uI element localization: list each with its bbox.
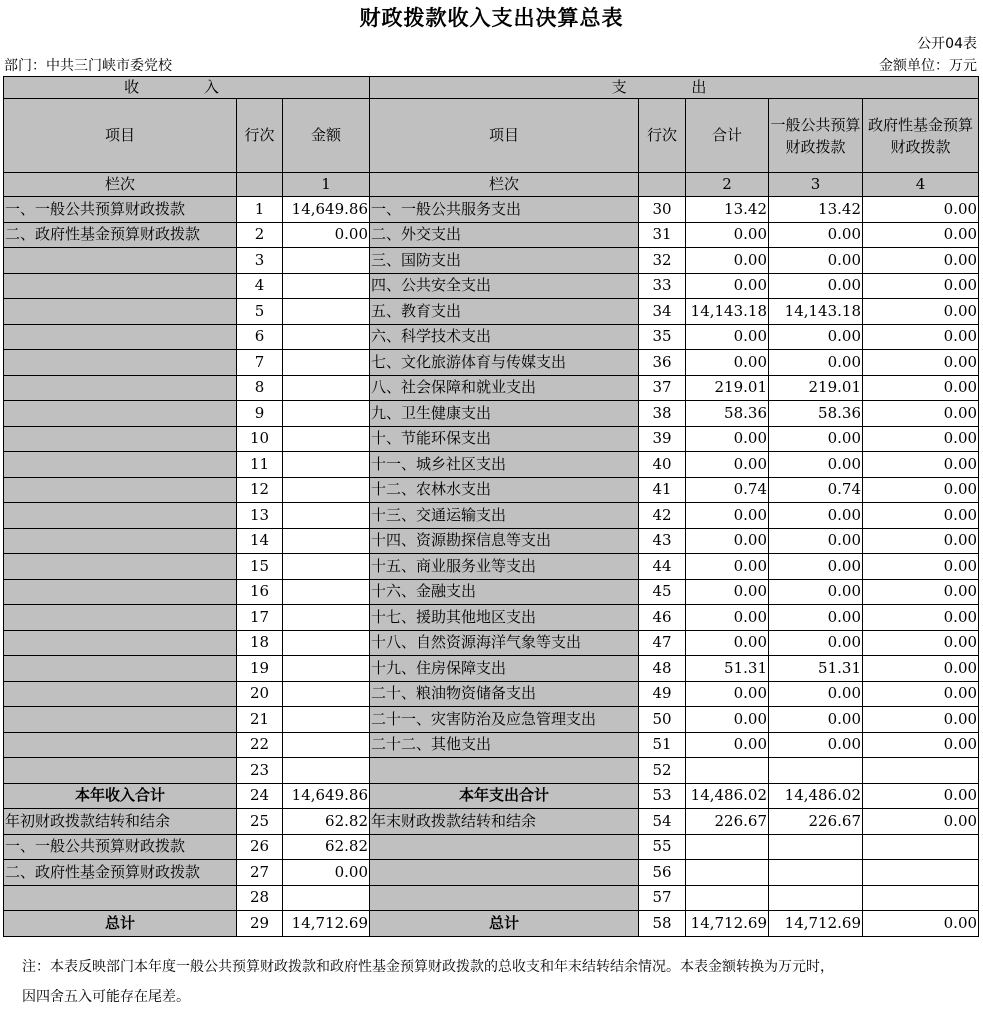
expense-total-cell: 0.00 <box>686 579 769 605</box>
expense-line-no-cell: 51 <box>639 732 686 758</box>
expense-item-cell: 十、节能环保支出 <box>370 426 639 452</box>
gov-fund-amount-cell: 0.00 <box>863 554 979 580</box>
income-amount-cell <box>283 732 370 758</box>
income-amount-cell <box>283 707 370 733</box>
expense-line-no-cell: 40 <box>639 452 686 478</box>
income-line-no-cell: 7 <box>237 350 283 376</box>
income-item-cell: 二、政府性基金预算财政拨款 <box>4 222 237 248</box>
expense-item-cell: 十一、城乡社区支出 <box>370 452 639 478</box>
income-item-cell <box>4 554 237 580</box>
income-item-cell <box>4 579 237 605</box>
table-row <box>4 732 979 758</box>
expense-total-cell: 58.36 <box>686 401 769 427</box>
expense-line-no-cell: 43 <box>639 528 686 554</box>
income-amount-cell: 62.82 <box>283 809 370 835</box>
expense-line-no-cell: 39 <box>639 426 686 452</box>
expense-line-blank <box>639 173 686 197</box>
income-amount-cell <box>283 605 370 631</box>
expense-total-cell: 13.42 <box>686 197 769 223</box>
expense-item-header: 项目 <box>370 99 639 173</box>
gov-fund-amount-cell: 0.00 <box>863 477 979 503</box>
income-line-no-cell: 22 <box>237 732 283 758</box>
income-item-cell <box>4 630 237 656</box>
expense-line-no-cell: 54 <box>639 809 686 835</box>
expense-section-header: 支 出 <box>370 77 979 99</box>
col-index-1: 1 <box>283 173 370 197</box>
general-budget-amount-cell: 0.00 <box>769 350 863 376</box>
table-row <box>4 834 979 860</box>
expense-line-no-cell: 46 <box>639 605 686 631</box>
expense-item-cell: 本年支出合计 <box>370 783 639 809</box>
expense-item-cell <box>370 834 639 860</box>
gov-fund-amount-cell <box>863 860 979 886</box>
fiscal-summary-table <box>3 76 979 937</box>
expense-line-no-cell: 32 <box>639 248 686 274</box>
expense-item-cell <box>370 860 639 886</box>
col-index-4: 4 <box>863 173 979 197</box>
expense-total-cell: 0.00 <box>686 503 769 529</box>
expense-line-no-cell: 44 <box>639 554 686 580</box>
general-budget-amount-cell: 14,143.18 <box>769 299 863 325</box>
income-amount-cell: 62.82 <box>283 834 370 860</box>
income-amount-cell <box>283 477 370 503</box>
income-item-cell <box>4 426 237 452</box>
income-amount-cell <box>283 681 370 707</box>
expense-total-cell: 0.00 <box>686 630 769 656</box>
income-amount-cell <box>283 630 370 656</box>
expense-item-cell: 十二、农林水支出 <box>370 477 639 503</box>
income-amount-cell <box>283 375 370 401</box>
income-line-no-cell: 15 <box>237 554 283 580</box>
general-budget-amount-cell: 14,486.02 <box>769 783 863 809</box>
income-item-cell: 总计 <box>4 911 237 937</box>
expense-total-cell: 0.00 <box>686 528 769 554</box>
expense-item-cell: 二十二、其他支出 <box>370 732 639 758</box>
table-row <box>4 809 979 835</box>
expense-total-cell: 0.00 <box>686 350 769 376</box>
report-title: 财政拨款收入支出决算总表 <box>359 6 624 30</box>
table-row <box>4 630 979 656</box>
general-budget-amount-cell: 0.00 <box>769 707 863 733</box>
general-budget-amount-cell: 226.67 <box>769 809 863 835</box>
general-budget-amount-cell: 51.31 <box>769 656 863 682</box>
general-budget-amount-cell: 0.00 <box>769 324 863 350</box>
table-row <box>4 222 979 248</box>
income-amount-cell <box>283 401 370 427</box>
expense-line-no-cell: 45 <box>639 579 686 605</box>
income-amount-cell <box>283 248 370 274</box>
expense-line-no-cell: 50 <box>639 707 686 733</box>
income-amount-cell <box>283 579 370 605</box>
table-row <box>4 528 979 554</box>
income-item-cell <box>4 324 237 350</box>
expense-line-no-cell: 38 <box>639 401 686 427</box>
general-budget-amount-cell: 0.00 <box>769 681 863 707</box>
income-amount-cell <box>283 426 370 452</box>
unit-label: 金额单位：万元 <box>879 58 977 74</box>
income-item-cell: 年初财政拨款结转和结余 <box>4 809 237 835</box>
income-amount-cell <box>283 656 370 682</box>
income-line-no-cell: 24 <box>237 783 283 809</box>
footnote-line-2: 因四舍五入可能存在尾差。 <box>22 989 190 1005</box>
income-line-no-cell: 8 <box>237 375 283 401</box>
general-budget-amount-cell: 58.36 <box>769 401 863 427</box>
expense-item-cell: 十五、商业服务业等支出 <box>370 554 639 580</box>
expense-item-cell: 九、卫生健康支出 <box>370 401 639 427</box>
table-row <box>4 299 979 325</box>
income-amount-cell <box>283 452 370 478</box>
gov-fund-amount-cell: 0.00 <box>863 248 979 274</box>
gov-fund-amount-cell: 0.00 <box>863 605 979 631</box>
table-row <box>4 324 979 350</box>
expense-column-label: 栏次 <box>370 173 639 197</box>
gov-fund-amount-cell <box>863 885 979 911</box>
income-amount-cell <box>283 503 370 529</box>
expense-total-cell: 51.31 <box>686 656 769 682</box>
general-budget-amount-cell: 0.00 <box>769 630 863 656</box>
general-budget-amount-cell <box>769 885 863 911</box>
income-item-cell <box>4 273 237 299</box>
gov-fund-amount-cell: 0.00 <box>863 579 979 605</box>
income-amount-cell: 14,649.86 <box>283 197 370 223</box>
general-budget-amount-cell <box>769 758 863 784</box>
gov-fund-amount-cell: 0.00 <box>863 426 979 452</box>
expense-line-no-cell: 37 <box>639 375 686 401</box>
expense-total-cell: 0.00 <box>686 222 769 248</box>
expense-line-no-cell: 42 <box>639 503 686 529</box>
expense-item-cell: 十三、交通运输支出 <box>370 503 639 529</box>
expense-item-cell: 一、一般公共服务支出 <box>370 197 639 223</box>
gov-fund-amount-cell: 0.00 <box>863 324 979 350</box>
table-row <box>4 375 979 401</box>
expense-total-cell <box>686 834 769 860</box>
expense-line-no-cell: 34 <box>639 299 686 325</box>
income-line-no-cell: 9 <box>237 401 283 427</box>
expense-item-cell: 年末财政拨款结转和结余 <box>370 809 639 835</box>
income-item-cell <box>4 299 237 325</box>
gov-fund-amount-cell <box>863 834 979 860</box>
expense-line-no-cell: 56 <box>639 860 686 886</box>
expense-line-no-cell: 31 <box>639 222 686 248</box>
table-row <box>4 579 979 605</box>
general-budget-amount-cell: 0.00 <box>769 528 863 554</box>
expense-total-cell: 14,712.69 <box>686 911 769 937</box>
expense-total-cell: 0.74 <box>686 477 769 503</box>
income-item-cell <box>4 732 237 758</box>
table-row <box>4 248 979 274</box>
general-budget-amount-cell: 0.00 <box>769 554 863 580</box>
income-line-no-cell: 2 <box>237 222 283 248</box>
expense-item-cell <box>370 885 639 911</box>
income-amount-cell <box>283 350 370 376</box>
income-item-cell <box>4 605 237 631</box>
income-item-cell <box>4 401 237 427</box>
expense-item-cell: 十七、援助其他地区支出 <box>370 605 639 631</box>
income-line-no-cell: 11 <box>237 452 283 478</box>
income-item-cell <box>4 758 237 784</box>
general-budget-amount-cell: 0.00 <box>769 732 863 758</box>
gov-fund-amount-cell: 0.00 <box>863 630 979 656</box>
expense-line-no-cell: 55 <box>639 834 686 860</box>
gov-fund-amount-cell: 0.00 <box>863 299 979 325</box>
expense-total-cell: 0.00 <box>686 324 769 350</box>
gov-fund-amount-cell: 0.00 <box>863 273 979 299</box>
general-budget-amount-cell: 219.01 <box>769 375 863 401</box>
income-line-no-cell: 10 <box>237 426 283 452</box>
expense-item-cell: 十六、金融支出 <box>370 579 639 605</box>
general-budget-amount-cell: 13.42 <box>769 197 863 223</box>
table-row <box>4 783 979 809</box>
expense-total-cell: 0.00 <box>686 605 769 631</box>
expense-line-no-cell: 57 <box>639 885 686 911</box>
expense-total-cell: 0.00 <box>686 452 769 478</box>
expense-line-no-cell: 35 <box>639 324 686 350</box>
expense-item-cell: 四、公共安全支出 <box>370 273 639 299</box>
column-index-row <box>4 173 979 197</box>
income-line-no-cell: 25 <box>237 809 283 835</box>
expense-item-cell: 六、科学技术支出 <box>370 324 639 350</box>
income-line-no-cell: 20 <box>237 681 283 707</box>
income-item-cell <box>4 452 237 478</box>
income-line-no-cell: 4 <box>237 273 283 299</box>
income-amount-cell <box>283 324 370 350</box>
income-amount-cell: 0.00 <box>283 860 370 886</box>
income-item-cell: 一、一般公共预算财政拨款 <box>4 197 237 223</box>
gov-fund-amount-cell: 0.00 <box>863 911 979 937</box>
income-amount-cell <box>283 299 370 325</box>
income-item-header: 项目 <box>4 99 237 173</box>
table-row <box>4 477 979 503</box>
income-item-cell <box>4 528 237 554</box>
income-item-cell: 一、一般公共预算财政拨款 <box>4 834 237 860</box>
income-item-cell <box>4 656 237 682</box>
expense-total-cell: 0.00 <box>686 554 769 580</box>
expense-line-no-cell: 53 <box>639 783 686 809</box>
gov-fund-amount-cell: 0.00 <box>863 707 979 733</box>
general-budget-amount-cell: 0.00 <box>769 605 863 631</box>
general-budget-header: 一般公共预算财政拨款 <box>769 99 863 173</box>
expense-line-header: 行次 <box>639 99 686 173</box>
income-item-cell: 二、政府性基金预算财政拨款 <box>4 860 237 886</box>
expense-line-no-cell: 36 <box>639 350 686 376</box>
expense-total-cell: 0.00 <box>686 707 769 733</box>
gov-fund-amount-cell: 0.00 <box>863 732 979 758</box>
income-amount-cell <box>283 528 370 554</box>
expense-total-cell <box>686 758 769 784</box>
table-row <box>4 426 979 452</box>
general-budget-amount-cell: 14,712.69 <box>769 911 863 937</box>
income-line-blank <box>237 173 283 197</box>
expense-item-cell: 十八、自然资源海洋气象等支出 <box>370 630 639 656</box>
expense-total-cell <box>686 885 769 911</box>
table-row <box>4 554 979 580</box>
expense-line-no-cell: 47 <box>639 630 686 656</box>
income-amount-cell <box>283 554 370 580</box>
table-row <box>4 273 979 299</box>
expense-item-cell: 三、国防支出 <box>370 248 639 274</box>
col-index-2: 2 <box>686 173 769 197</box>
gov-fund-amount-cell: 0.00 <box>863 401 979 427</box>
gov-fund-amount-cell: 0.00 <box>863 503 979 529</box>
income-item-cell <box>4 885 237 911</box>
income-line-no-cell: 17 <box>237 605 283 631</box>
table-row <box>4 401 979 427</box>
gov-fund-amount-cell: 0.00 <box>863 197 979 223</box>
general-budget-amount-cell: 0.74 <box>769 477 863 503</box>
table-row <box>4 860 979 886</box>
expense-item-cell: 十九、住房保障支出 <box>370 656 639 682</box>
income-line-no-cell: 1 <box>237 197 283 223</box>
income-item-cell <box>4 477 237 503</box>
gov-fund-amount-cell: 0.00 <box>863 681 979 707</box>
income-line-no-cell: 5 <box>237 299 283 325</box>
income-line-no-cell: 12 <box>237 477 283 503</box>
general-budget-amount-cell <box>769 834 863 860</box>
expense-item-cell: 十四、资源勘探信息等支出 <box>370 528 639 554</box>
gov-fund-amount-cell: 0.00 <box>863 528 979 554</box>
income-line-no-cell: 13 <box>237 503 283 529</box>
col-index-3: 3 <box>769 173 863 197</box>
gov-fund-amount-cell: 0.00 <box>863 452 979 478</box>
income-line-no-cell: 16 <box>237 579 283 605</box>
income-line-no-cell: 28 <box>237 885 283 911</box>
general-budget-amount-cell: 0.00 <box>769 426 863 452</box>
gov-fund-header: 政府性基金预算财政拨款 <box>863 99 979 173</box>
table-row <box>4 197 979 223</box>
expense-line-no-cell: 49 <box>639 681 686 707</box>
table-row <box>4 758 979 784</box>
income-amount-cell <box>283 273 370 299</box>
income-item-cell <box>4 503 237 529</box>
table-row <box>4 885 979 911</box>
expense-item-cell: 二十、粮油物资储备支出 <box>370 681 639 707</box>
gov-fund-amount-cell: 0.00 <box>863 350 979 376</box>
income-line-no-cell: 18 <box>237 630 283 656</box>
gov-fund-amount-cell <box>863 758 979 784</box>
expense-total-cell: 14,143.18 <box>686 299 769 325</box>
expense-line-no-cell: 52 <box>639 758 686 784</box>
income-line-no-cell: 14 <box>237 528 283 554</box>
expense-total-cell <box>686 860 769 886</box>
expense-item-cell: 八、社会保障和就业支出 <box>370 375 639 401</box>
footnote <box>22 952 962 1012</box>
gov-fund-amount-cell: 0.00 <box>863 375 979 401</box>
expense-total-cell: 0.00 <box>686 426 769 452</box>
table-row <box>4 605 979 631</box>
table-row <box>4 681 979 707</box>
income-line-no-cell: 19 <box>237 656 283 682</box>
expense-total-cell: 0.00 <box>686 273 769 299</box>
income-line-no-cell: 26 <box>237 834 283 860</box>
expense-item-cell: 七、文化旅游体育与传媒支出 <box>370 350 639 376</box>
income-section-header: 收 入 <box>4 77 370 99</box>
income-line-no-cell: 21 <box>237 707 283 733</box>
table-row <box>4 452 979 478</box>
gov-fund-amount-cell: 0.00 <box>863 656 979 682</box>
expense-total-cell: 219.01 <box>686 375 769 401</box>
income-line-header: 行次 <box>237 99 283 173</box>
income-amount-cell <box>283 758 370 784</box>
expense-total-cell: 0.00 <box>686 681 769 707</box>
form-code: 公开04表 <box>917 36 977 52</box>
table-row <box>4 911 979 937</box>
income-line-no-cell: 3 <box>237 248 283 274</box>
expense-total-cell: 226.67 <box>686 809 769 835</box>
general-budget-amount-cell: 0.00 <box>769 452 863 478</box>
section-header-row <box>4 77 979 99</box>
table-row <box>4 503 979 529</box>
expense-item-cell: 总计 <box>370 911 639 937</box>
expense-item-cell <box>370 758 639 784</box>
income-line-no-cell: 29 <box>237 911 283 937</box>
expense-item-cell: 五、教育支出 <box>370 299 639 325</box>
table-row <box>4 350 979 376</box>
income-item-cell: 本年收入合计 <box>4 783 237 809</box>
income-item-cell <box>4 248 237 274</box>
expense-line-no-cell: 30 <box>639 197 686 223</box>
expense-line-no-cell: 58 <box>639 911 686 937</box>
income-item-cell <box>4 707 237 733</box>
gov-fund-amount-cell: 0.00 <box>863 222 979 248</box>
gov-fund-amount-cell: 0.00 <box>863 783 979 809</box>
general-budget-amount-cell <box>769 860 863 886</box>
expense-item-cell: 二十一、灾害防治及应急管理支出 <box>370 707 639 733</box>
expense-line-no-cell: 33 <box>639 273 686 299</box>
expense-total-header: 合计 <box>686 99 769 173</box>
gov-fund-amount-cell: 0.00 <box>863 809 979 835</box>
income-item-cell <box>4 681 237 707</box>
income-line-no-cell: 27 <box>237 860 283 886</box>
income-line-no-cell: 23 <box>237 758 283 784</box>
income-item-cell <box>4 350 237 376</box>
expense-total-cell: 14,486.02 <box>686 783 769 809</box>
income-amount-cell: 14,649.86 <box>283 783 370 809</box>
department-label: 部门：中共三门峡市委党校 <box>4 58 172 74</box>
table-row <box>4 707 979 733</box>
general-budget-amount-cell: 0.00 <box>769 222 863 248</box>
general-budget-amount-cell: 0.00 <box>769 248 863 274</box>
income-amount-cell: 14,712.69 <box>283 911 370 937</box>
income-amount-header: 金额 <box>283 99 370 173</box>
general-budget-amount-cell: 0.00 <box>769 503 863 529</box>
expense-total-cell: 0.00 <box>686 248 769 274</box>
expense-item-cell: 二、外交支出 <box>370 222 639 248</box>
expense-line-no-cell: 41 <box>639 477 686 503</box>
general-budget-amount-cell: 0.00 <box>769 273 863 299</box>
expense-total-cell: 0.00 <box>686 732 769 758</box>
table-row <box>4 656 979 682</box>
income-amount-cell <box>283 885 370 911</box>
income-line-no-cell: 6 <box>237 324 283 350</box>
income-column-label: 栏次 <box>4 173 237 197</box>
footnote-line-1: 注：本表反映部门本年度一般公共预算财政拨款和政府性基金预算财政拨款的总收支和年末结转结余情况。本表金额转换为万元时， <box>22 959 834 975</box>
income-item-cell <box>4 375 237 401</box>
expense-line-no-cell: 48 <box>639 656 686 682</box>
column-header-row <box>4 99 979 173</box>
income-amount-cell: 0.00 <box>283 222 370 248</box>
general-budget-amount-cell: 0.00 <box>769 579 863 605</box>
